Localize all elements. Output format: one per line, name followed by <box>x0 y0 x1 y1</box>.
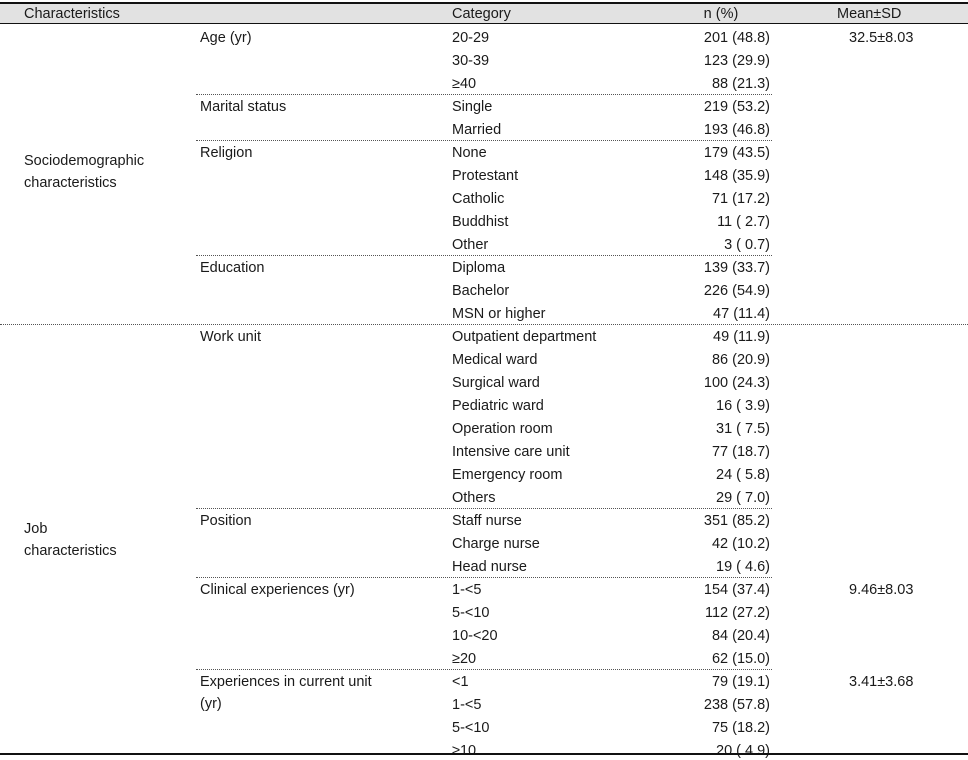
subgroup-separator <box>196 577 772 578</box>
category-cell: Married <box>452 122 502 138</box>
category-cell: Intensive care unit <box>452 444 570 460</box>
count-percent-cell: 112 (27.2) <box>704 605 770 621</box>
table-bottom-rule <box>0 753 968 755</box>
count-percent-cell: 19 ( 4.6) <box>716 559 770 575</box>
category-cell: MSN or higher <box>452 306 546 322</box>
count-percent-cell: 201 (48.8) <box>703 30 770 46</box>
category-cell: Others <box>452 490 496 506</box>
count-percent-cell: 193 (46.8) <box>703 122 770 138</box>
category-cell: Bachelor <box>452 283 510 299</box>
header-category: Category <box>452 6 511 22</box>
count-percent-cell: 139 (33.7) <box>703 260 770 276</box>
count-percent-cell: 77 (18.7) <box>711 444 770 460</box>
subgroup-label: Work unit <box>200 329 261 345</box>
table-header <box>0 2 968 24</box>
count-percent-cell: 31 ( 7.5) <box>716 421 770 437</box>
count-percent-cell: 24 ( 5.8) <box>716 467 770 483</box>
subgroup-separator <box>196 508 772 509</box>
header-characteristics: Characteristics <box>24 6 120 22</box>
count-percent-cell: 20 ( 4.9) <box>716 743 770 759</box>
subgroup-separator <box>196 94 772 95</box>
category-cell: 10-<20 <box>452 628 498 644</box>
count-percent-cell: 226 (54.9) <box>703 283 770 299</box>
subgroup-label: Religion <box>200 145 253 161</box>
subgroup-separator <box>196 669 772 670</box>
count-percent-cell: 100 (24.3) <box>703 375 770 391</box>
group-separator <box>0 324 968 325</box>
count-percent-cell: 123 (29.9) <box>703 53 770 69</box>
subgroup-label: Marital status <box>200 99 287 115</box>
count-percent-cell: 238 (57.8) <box>703 697 770 713</box>
count-percent-cell: 84 (20.4) <box>711 628 770 644</box>
category-cell: Catholic <box>452 191 505 207</box>
count-percent-cell: 75 (18.2) <box>711 720 770 736</box>
subgroup-label: (yr) <box>200 696 222 712</box>
subgroup-label: Clinical experiences (yr) <box>200 582 355 598</box>
count-percent-cell: 179 (43.5) <box>703 145 770 161</box>
count-percent-cell: 71 (17.2) <box>711 191 770 207</box>
category-cell: Emergency room <box>452 467 563 483</box>
count-percent-cell: 42 (10.2) <box>711 536 770 552</box>
category-cell: <1 <box>452 674 469 690</box>
mean-sd-value: 3.41±3.68 <box>849 674 914 690</box>
category-cell: Buddhist <box>452 214 509 230</box>
category-cell: 20-29 <box>452 30 490 46</box>
subgroup-separator <box>196 255 772 256</box>
header-mean-sd: Mean±SD <box>837 6 902 22</box>
category-cell: 1-<5 <box>452 697 482 713</box>
group-label: characteristics <box>24 542 117 559</box>
category-cell: ≥40 <box>452 76 477 92</box>
count-percent-cell: 154 (37.4) <box>703 582 770 598</box>
category-cell: Other <box>452 237 489 253</box>
count-percent-cell: 49 (11.9) <box>713 329 770 345</box>
category-cell: Charge nurse <box>452 536 540 552</box>
category-cell: 30-39 <box>452 53 490 69</box>
category-cell: Surgical ward <box>452 375 540 391</box>
group-label: Job <box>24 520 48 537</box>
category-cell: Staff nurse <box>452 513 522 529</box>
subgroup-label: Age (yr) <box>200 30 252 46</box>
mean-sd-value: 9.46±8.03 <box>849 582 914 598</box>
category-cell: Head nurse <box>452 559 527 575</box>
subgroup-label: Experiences in current unit <box>200 674 372 690</box>
count-percent-cell: 148 (35.9) <box>703 168 770 184</box>
category-cell: 5-<10 <box>452 605 490 621</box>
count-percent-cell: 219 (53.2) <box>703 99 770 115</box>
count-percent-cell: 29 ( 7.0) <box>716 490 770 506</box>
count-percent-cell: 16 ( 3.9) <box>716 398 770 414</box>
subgroup-separator <box>196 140 772 141</box>
count-percent-cell: 47 (11.4) <box>713 306 770 322</box>
category-cell: 5-<10 <box>452 720 490 736</box>
category-cell: Single <box>452 99 493 115</box>
count-percent-cell: 88 (21.3) <box>711 76 770 92</box>
category-cell: None <box>452 145 487 161</box>
category-cell: Diploma <box>452 260 506 276</box>
count-percent-cell: 351 (85.2) <box>703 513 770 529</box>
count-percent-cell: 86 (20.9) <box>711 352 770 368</box>
category-cell: Pediatric ward <box>452 398 544 414</box>
group-label: characteristics <box>24 174 117 191</box>
category-cell: Medical ward <box>452 352 538 368</box>
category-cell: ≥10 <box>452 743 477 759</box>
subgroup-label: Education <box>200 260 265 276</box>
category-cell: 1-<5 <box>452 582 482 598</box>
subgroup-label: Position <box>200 513 252 529</box>
group-label: Sociodemographic <box>24 152 145 169</box>
category-cell: Protestant <box>452 168 519 184</box>
category-cell: Outpatient department <box>452 329 597 345</box>
count-percent-cell: 3 ( 0.7) <box>724 237 770 253</box>
category-cell: ≥20 <box>452 651 477 667</box>
header-n-percent: n (%) <box>703 6 739 22</box>
category-cell: Operation room <box>452 421 553 437</box>
mean-sd-value: 32.5±8.03 <box>849 30 914 46</box>
count-percent-cell: 79 (19.1) <box>711 674 770 690</box>
count-percent-cell: 62 (15.0) <box>711 651 770 667</box>
count-percent-cell: 11 ( 2.7) <box>717 214 770 230</box>
